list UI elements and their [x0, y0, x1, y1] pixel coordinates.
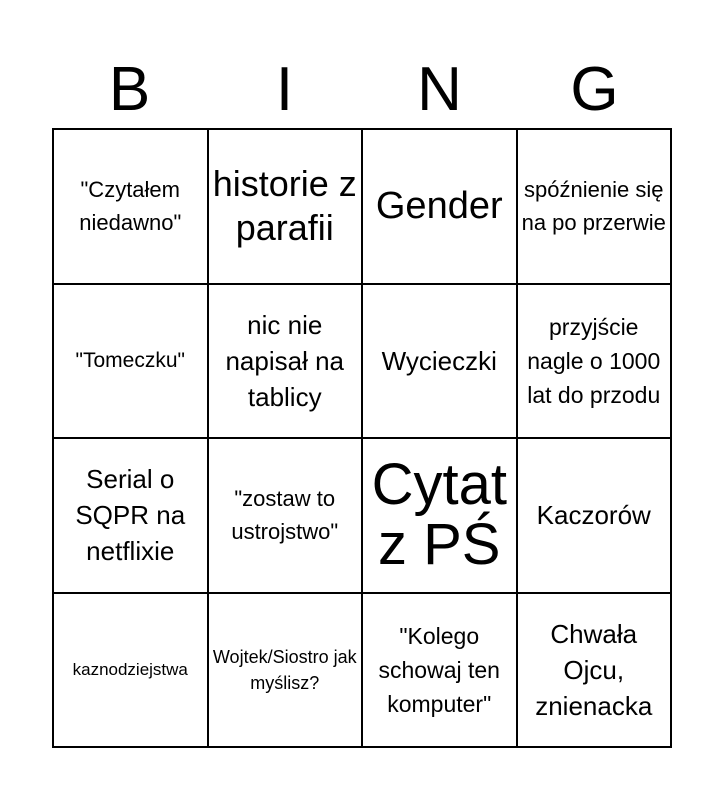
bingo-cell-text: Gender: [375, 185, 503, 228]
bingo-cell[interactable]: [517, 284, 672, 439]
bingo-cell-text: Kaczorów: [536, 500, 651, 531]
bingo-cell[interactable]: [208, 438, 363, 593]
header-letter-b: B: [108, 55, 151, 124]
bingo-cell-text: "Tomeczku": [75, 349, 185, 373]
bingo-cell[interactable]: [362, 129, 517, 284]
bingo-cell[interactable]: [517, 438, 672, 593]
bingo-cell-text: Cytat z PŚ: [371, 452, 507, 578]
bingo-cell-text: "Kolego schowaj ten komputer": [378, 622, 500, 717]
bingo-cell-text: nic nie napisał na tablicy: [225, 309, 345, 412]
bingo-cell[interactable]: [362, 284, 517, 439]
bingo-cell[interactable]: [53, 593, 208, 748]
bingo-cell[interactable]: [53, 129, 208, 284]
bingo-cell-text: Wycieczki: [381, 345, 497, 376]
header-letter-n: N: [417, 55, 462, 124]
bingo-cell-text: Chwała Ojcu, znienacka: [535, 618, 653, 721]
bingo-cell-text: kaznodziejstwa: [72, 659, 188, 679]
bingo-cell[interactable]: [208, 284, 363, 439]
bingo-cell[interactable]: [362, 593, 517, 748]
bingo-cell-text: przyjście nagle o 1000 lat do przodu: [527, 313, 661, 408]
header-letter-g: G: [570, 55, 619, 124]
bingo-board: [52, 128, 672, 748]
bingo-cell[interactable]: [517, 593, 672, 748]
bingo-cell[interactable]: [208, 593, 363, 748]
bingo-cell[interactable]: [53, 284, 208, 439]
bingo-cell-text: spóźnienie się na po przerwie: [521, 177, 666, 236]
bingo-cell-text: Serial o SQPR na netflixie: [75, 464, 186, 567]
header-letter-i: I: [275, 55, 294, 124]
bingo-cell-text: historie z parafii: [212, 163, 357, 249]
bingo-header: [52, 55, 672, 125]
bingo-cell-text: "zostaw to ustrojstwo": [231, 486, 339, 545]
bingo-cell-text: Wojtek/Siostro jak myślisz?: [212, 646, 357, 693]
bingo-cell-text: "Czytałem niedawno": [79, 177, 182, 236]
bingo-cell[interactable]: [208, 129, 363, 284]
bingo-cell[interactable]: [517, 129, 672, 284]
bingo-cell[interactable]: [362, 438, 517, 593]
bingo-cell[interactable]: [53, 438, 208, 593]
